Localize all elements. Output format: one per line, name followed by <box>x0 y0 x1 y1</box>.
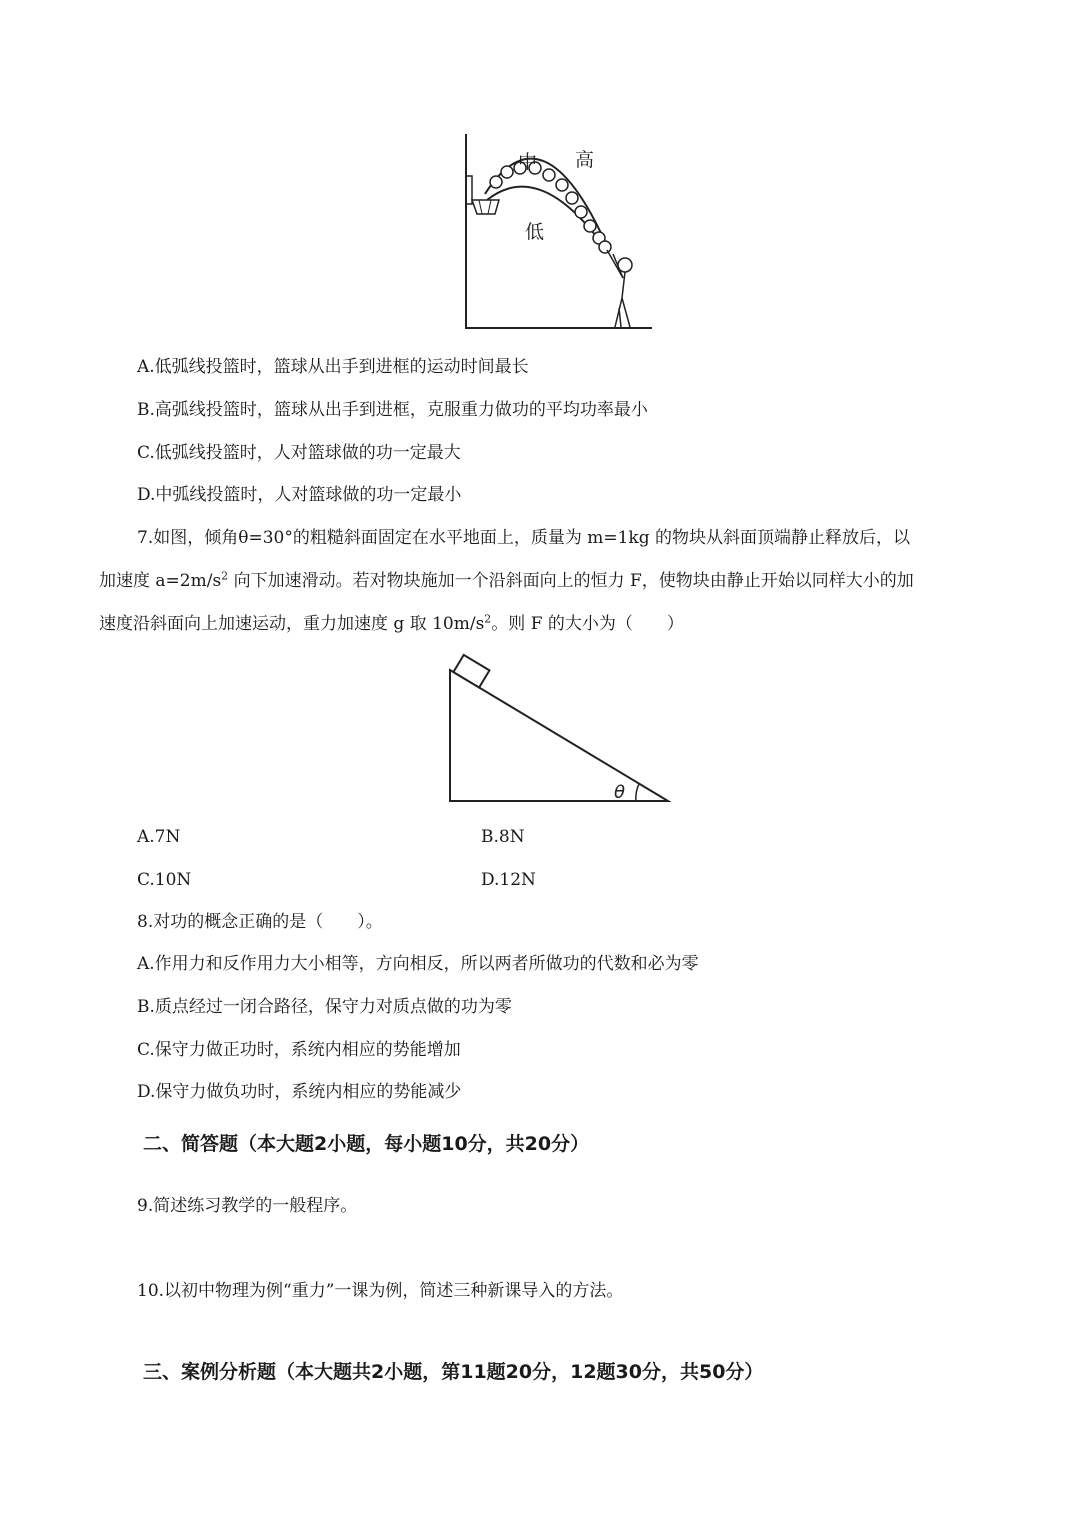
q8-option-d: D.保守力做负功时，系统内相应的势能减少 <box>137 1082 462 1102</box>
angle-arc <box>636 784 639 801</box>
incline-triangle <box>450 670 668 801</box>
q9-stem: 9.简述练习教学的一般程序。 <box>137 1196 358 1216</box>
label-high: 高 <box>575 149 595 171</box>
block <box>453 655 489 688</box>
q7-option-c: C.10N <box>137 870 192 890</box>
label-low: 低 <box>525 221 545 243</box>
hoop-net <box>472 200 499 214</box>
q7-option-b: B.8N <box>481 827 525 847</box>
q6-option-d: D.中弧线投篮时，人对篮球做的功一定最小 <box>137 485 462 505</box>
q7-option-a: A.7N <box>137 827 181 847</box>
q10-stem: 10.以初中物理为例“重力”一课为例，简述三种新课导入的方法。 <box>137 1281 624 1301</box>
q7-stem-line1: 7.如图，倾角θ=30°的粗糙斜面固定在水平地面上，质量为 m=1kg 的物块从斜面顶端静止释放后，以 <box>137 528 911 548</box>
section2-heading: 二、简答题（本大题2小题，每小题10分，共20分） <box>143 1133 590 1155</box>
player-figure <box>607 250 632 327</box>
q6-option-a: A.低弧线投篮时，篮球从出手到进框的运动时间最长 <box>137 357 529 377</box>
q8-stem: 8.对功的概念正确的是（ ）。 <box>137 912 383 932</box>
incline-figure <box>440 652 680 808</box>
q6-option-c: C.低弧线投篮时，人对篮球做的功一定最大 <box>137 443 461 463</box>
q8-option-a: A.作用力和反作用力大小相等，方向相反，所以两者所做功的代数和必为零 <box>137 954 699 974</box>
section3-heading: 三、案例分析题（本大题共2小题，第11题20分，12题30分，共50分） <box>143 1361 764 1383</box>
basketball-trajectory-figure <box>455 128 665 334</box>
q7-stem-line2: 加速度 $a=2m/s^2$ 向下加速滑动。若对物块施加一个沿斜面向上的恒力 F，使物块由静止开始以同样大小的加 <box>99 569 914 591</box>
q8-option-c: C.保守力做正功时，系统内相应的势能增加 <box>137 1040 461 1060</box>
theta-label: θ <box>614 782 626 803</box>
middle-arc-balls <box>490 162 611 253</box>
q6-option-b: B.高弧线投篮时，篮球从出手到进框，克服重力做功的平均功率最小 <box>137 400 648 420</box>
low-arc <box>487 187 605 248</box>
q8-option-b: B.质点经过一闭合路径，保守力对质点做的功为零 <box>137 997 512 1017</box>
q7-stem-line3: 速度沿斜面向上加速运动，重力加速度 g 取 $10m/s^2$。则 F 的大小为（ ） <box>99 612 684 634</box>
label-mid: 中 <box>518 151 538 173</box>
q7-option-d: D.12N <box>481 870 536 890</box>
